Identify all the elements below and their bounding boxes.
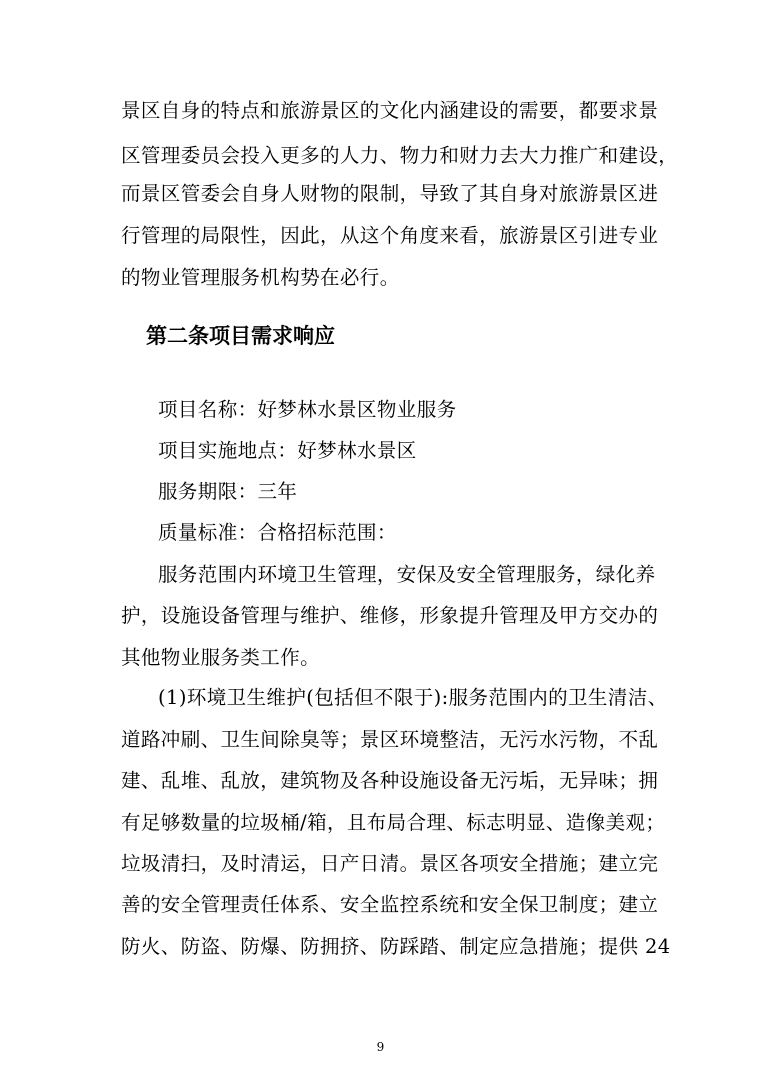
section-heading: 第二条项目需求响应 [146, 324, 335, 348]
paragraph-line: (1)环境卫生维护(包括但不限于):服务范围内的卫生清洁、 [158, 686, 668, 709]
paragraph-line: 行管理的局限性，因此，从这个角度来看，旅游景区引进专业 [121, 224, 659, 247]
paragraph-line: 有足够数量的垃圾桶/箱，且布局合理、标志明显、造像美观； [121, 811, 666, 834]
paragraph-line: 垃圾清扫，及时清运，日产日清。景区各项安全措施；建立完 [121, 852, 659, 875]
project-name-line: 项目名称：好梦林水景区物业服务 [158, 398, 457, 421]
paragraph-line: 而景区管委会自身人财物的限制，导致了其自身对旅游景区进 [121, 182, 659, 205]
paragraph-line: 防火、防盗、防爆、防拥挤、防踩踏、制定应急措施；提供 24 [121, 935, 671, 958]
page-number: 9 [376, 1040, 385, 1054]
paragraph-line: 建、乱堆、乱放，建筑物及各种设施设备无污垢，无异味；拥 [121, 769, 659, 792]
paragraph-line: 善的安全管理责任体系、安全监控系统和安全保卫制度；建立 [121, 893, 659, 916]
quality-standard-line: 质量标准：合格招标范围： [158, 521, 397, 544]
project-location-line: 项目实施地点：好梦林水景区 [158, 439, 417, 462]
paragraph-line: 的物业管理服务机构势在必行。 [121, 266, 400, 289]
paragraph-line: 服务范围内环境卫生管理，安保及安全管理服务，绿化养 [158, 563, 656, 586]
paragraph-line: 区管理委员会投入更多的人力、物力和财力去大力推广和建设， [121, 144, 679, 167]
paragraph-line: 道路冲刷、卫生间除臭等；景区环境整洁，无污水污物，不乱 [121, 728, 659, 751]
service-period-line: 服务期限：三年 [158, 480, 298, 503]
paragraph-line: 护，设施设备管理与维护、维修，形象提升管理及甲方交办的 [121, 604, 659, 627]
paragraph-line: 其他物业服务类工作。 [121, 646, 321, 669]
paragraph-line: 景区自身的特点和旅游景区的文化内涵建设的需要，都要求景 [121, 99, 659, 122]
